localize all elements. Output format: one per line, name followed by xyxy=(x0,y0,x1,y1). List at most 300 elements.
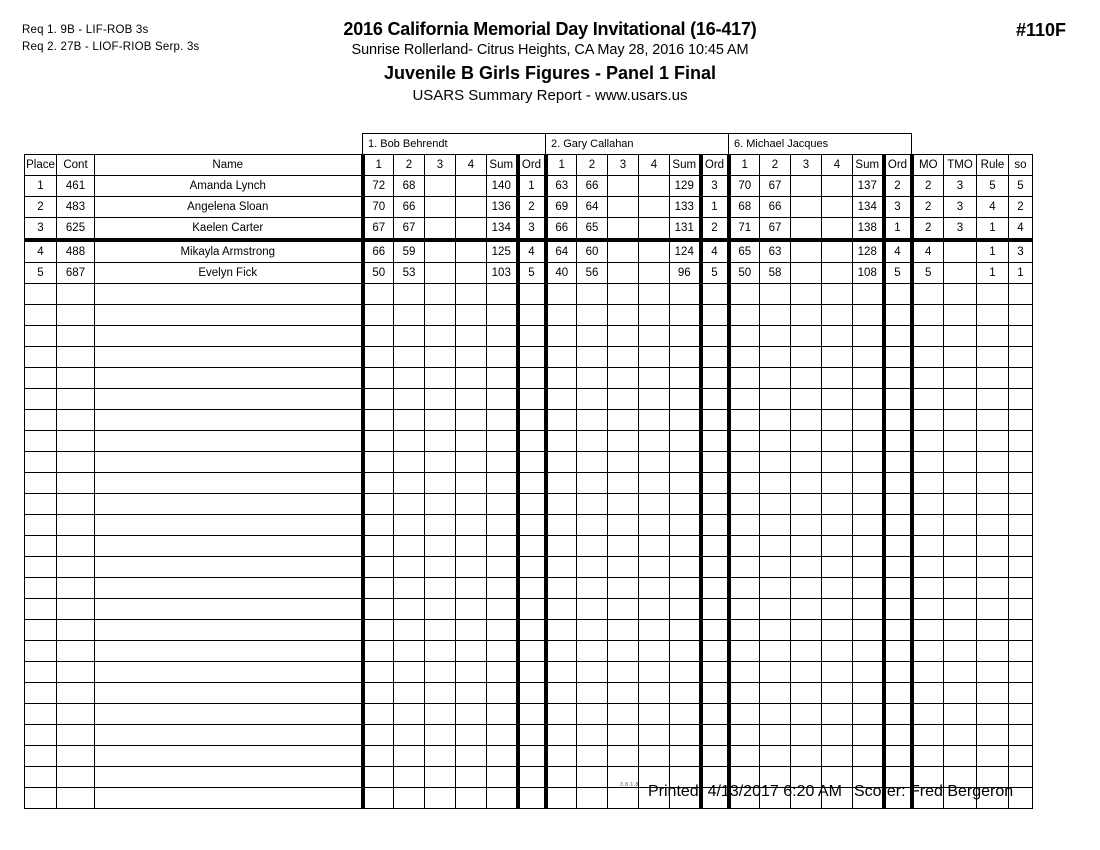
cell-rule xyxy=(977,410,1009,431)
col-header-j1-sum: Sum xyxy=(487,155,518,176)
cell-j2-f1 xyxy=(546,284,577,305)
cell-j2-f4 xyxy=(639,431,670,452)
cell-j1-f1 xyxy=(363,683,394,704)
cell-j1-ord xyxy=(518,284,546,305)
cell-j2-f4 xyxy=(639,176,670,197)
table-row-empty[interactable] xyxy=(25,473,1033,494)
cell-name xyxy=(95,368,363,389)
requirement-line-2: Req 2. 27B - LIOF-RIOB Serp. 3s xyxy=(22,41,200,53)
cell-j2-f1 xyxy=(546,641,577,662)
table-row-empty[interactable] xyxy=(25,284,1033,305)
cell-j3-sum xyxy=(853,494,884,515)
table-row-empty[interactable] xyxy=(25,536,1033,557)
cell-j1-f3 xyxy=(425,662,456,683)
cell-j1-f1 xyxy=(363,641,394,662)
cell-j1-f2 xyxy=(394,494,425,515)
cell-j2-f1 xyxy=(546,389,577,410)
cell-mo xyxy=(912,683,944,704)
cell-j2-f4 xyxy=(639,326,670,347)
cell-mo: 4 xyxy=(912,240,944,263)
cell-j2-f1 xyxy=(546,746,577,767)
table-row-empty[interactable] xyxy=(25,389,1033,410)
table-row[interactable] xyxy=(25,218,1033,241)
cell-place: 2 xyxy=(25,197,57,218)
cell-j2-f4 xyxy=(639,197,670,218)
cell-place xyxy=(25,641,57,662)
cell-j2-f2 xyxy=(577,347,608,368)
cell-j1-f3 xyxy=(425,305,456,326)
cell-j1-sum xyxy=(487,305,518,326)
table-row-empty[interactable] xyxy=(25,452,1033,473)
cell-j3-sum: 108 xyxy=(853,263,884,284)
cell-name xyxy=(95,410,363,431)
cell-j1-sum xyxy=(487,536,518,557)
cell-j2-f1 xyxy=(546,767,577,788)
cell-j2-f3 xyxy=(608,599,639,620)
cell-tmo: 3 xyxy=(944,176,977,197)
table-row-empty[interactable] xyxy=(25,620,1033,641)
cell-j1-sum xyxy=(487,746,518,767)
col-header-j3-figure-1: 1 xyxy=(729,155,760,176)
cell-j3-f1 xyxy=(729,704,760,725)
cell-cont xyxy=(57,620,95,641)
cell-j1-ord xyxy=(518,431,546,452)
cell-j2-sum xyxy=(670,557,701,578)
cell-j3-f2 xyxy=(760,578,791,599)
cell-j1-f4 xyxy=(456,641,487,662)
cell-j3-f1 xyxy=(729,347,760,368)
cell-j2-sum xyxy=(670,620,701,641)
cell-mo: 2 xyxy=(912,218,944,241)
table-row-empty[interactable] xyxy=(25,347,1033,368)
col-header-j2-sum: Sum xyxy=(670,155,701,176)
cell-j2-f4 xyxy=(639,473,670,494)
cell-cont: 625 xyxy=(57,218,95,241)
cell-j3-f2 xyxy=(760,389,791,410)
cell-j1-sum xyxy=(487,578,518,599)
cell-j2-f3 xyxy=(608,473,639,494)
cell-j3-f4 xyxy=(822,473,853,494)
cell-j3-f4 xyxy=(822,410,853,431)
table-row-empty[interactable] xyxy=(25,515,1033,536)
cell-j2-f2 xyxy=(577,599,608,620)
cell-j3-ord xyxy=(884,662,912,683)
cell-j2-f1: 69 xyxy=(546,197,577,218)
cell-j3-f1 xyxy=(729,725,760,746)
cell-mo xyxy=(912,746,944,767)
cell-rule xyxy=(977,725,1009,746)
table-row-empty[interactable] xyxy=(25,578,1033,599)
cell-j2-f4 xyxy=(639,641,670,662)
cell-j2-sum xyxy=(670,641,701,662)
cell-j3-f4 xyxy=(822,578,853,599)
table-row-empty[interactable] xyxy=(25,368,1033,389)
cell-cont: 461 xyxy=(57,176,95,197)
cell-j2-f1 xyxy=(546,305,577,326)
cell-j1-sum xyxy=(487,431,518,452)
cell-cont xyxy=(57,662,95,683)
cell-j3-f2 xyxy=(760,662,791,683)
cell-j3-f2 xyxy=(760,599,791,620)
cell-j2-f3 xyxy=(608,746,639,767)
cell-j3-f1 xyxy=(729,746,760,767)
col-header-j1-figure-1: 1 xyxy=(363,155,394,176)
cell-name xyxy=(95,746,363,767)
cell-j1-f1 xyxy=(363,662,394,683)
cell-j2-f4 xyxy=(639,218,670,241)
cell-j3-f1 xyxy=(729,368,760,389)
table-row[interactable] xyxy=(25,176,1033,197)
cell-j2-f2 xyxy=(577,473,608,494)
cell-j3-sum xyxy=(853,557,884,578)
cell-j1-f2 xyxy=(394,746,425,767)
cell-j1-f2 xyxy=(394,389,425,410)
cell-so xyxy=(1009,452,1033,473)
cell-mo xyxy=(912,473,944,494)
cell-j2-ord xyxy=(701,494,729,515)
cell-j2-ord xyxy=(701,284,729,305)
cell-j2-ord xyxy=(701,410,729,431)
cell-tmo xyxy=(944,305,977,326)
cell-j1-ord xyxy=(518,557,546,578)
cell-j1-f1 xyxy=(363,410,394,431)
cell-j2-sum xyxy=(670,683,701,704)
cell-place xyxy=(25,704,57,725)
cell-j3-f4 xyxy=(822,431,853,452)
cell-j2-f2 xyxy=(577,620,608,641)
cell-rule xyxy=(977,326,1009,347)
cell-so xyxy=(1009,641,1033,662)
cell-j2-f2 xyxy=(577,326,608,347)
cell-place xyxy=(25,725,57,746)
cell-so xyxy=(1009,662,1033,683)
cell-so xyxy=(1009,284,1033,305)
cell-cont xyxy=(57,452,95,473)
cell-j3-sum xyxy=(853,452,884,473)
cell-j3-f3 xyxy=(791,197,822,218)
cell-j2-f2 xyxy=(577,431,608,452)
cell-j3-f4 xyxy=(822,263,853,284)
cell-j2-f3 xyxy=(608,641,639,662)
cell-j3-f2 xyxy=(760,284,791,305)
cell-cont: 488 xyxy=(57,240,95,263)
cell-j1-f4 xyxy=(456,599,487,620)
cell-j2-sum xyxy=(670,326,701,347)
cell-rule xyxy=(977,704,1009,725)
cell-j2-ord xyxy=(701,431,729,452)
col-header-j3-sum: Sum xyxy=(853,155,884,176)
cell-tmo xyxy=(944,746,977,767)
table-row-empty[interactable] xyxy=(25,641,1033,662)
cell-j2-f2 xyxy=(577,641,608,662)
cell-j1-f2 xyxy=(394,431,425,452)
cell-j1-ord xyxy=(518,368,546,389)
cell-j3-f1 xyxy=(729,536,760,557)
cell-tmo xyxy=(944,662,977,683)
cell-j1-f1 xyxy=(363,494,394,515)
cell-j2-f1 xyxy=(546,725,577,746)
cell-tmo xyxy=(944,389,977,410)
cell-j2-ord: 5 xyxy=(701,263,729,284)
cell-j3-sum: 134 xyxy=(853,197,884,218)
cell-j2-f2: 60 xyxy=(577,240,608,263)
cell-j1-f3 xyxy=(425,620,456,641)
cell-j3-f2 xyxy=(760,683,791,704)
cell-j3-ord xyxy=(884,620,912,641)
cell-j3-f3 xyxy=(791,599,822,620)
cell-j1-f1 xyxy=(363,725,394,746)
cell-so xyxy=(1009,410,1033,431)
cell-j3-f1 xyxy=(729,578,760,599)
cell-j3-f3 xyxy=(791,305,822,326)
cell-j3-f4 xyxy=(822,176,853,197)
cell-rule xyxy=(977,473,1009,494)
cell-j1-f4 xyxy=(456,452,487,473)
cell-name xyxy=(95,641,363,662)
cell-j3-f3 xyxy=(791,368,822,389)
cell-j1-sum: 134 xyxy=(487,218,518,241)
cell-j1-sum xyxy=(487,683,518,704)
cell-j3-f1: 71 xyxy=(729,218,760,241)
col-header-j2-figure-2: 2 xyxy=(577,155,608,176)
cell-j2-f4 xyxy=(639,389,670,410)
cell-cont xyxy=(57,326,95,347)
cell-j2-ord xyxy=(701,326,729,347)
cell-j1-f3 xyxy=(425,284,456,305)
cell-j1-f1 xyxy=(363,452,394,473)
cell-cont xyxy=(57,473,95,494)
cell-j3-ord xyxy=(884,473,912,494)
table-row[interactable] xyxy=(25,263,1033,284)
cell-j3-f2 xyxy=(760,620,791,641)
cell-j2-sum: 129 xyxy=(670,176,701,197)
cell-j1-f1: 72 xyxy=(363,176,394,197)
table-row-empty[interactable] xyxy=(25,557,1033,578)
cell-so xyxy=(1009,515,1033,536)
cell-j1-ord: 4 xyxy=(518,240,546,263)
cell-j2-f4 xyxy=(639,452,670,473)
table-row-empty[interactable] xyxy=(25,704,1033,725)
cell-j1-ord xyxy=(518,767,546,788)
cell-j1-f4 xyxy=(456,263,487,284)
col-header-tmo: TMO xyxy=(944,155,977,176)
cell-place xyxy=(25,284,57,305)
cell-j1-ord xyxy=(518,305,546,326)
cell-j1-f4 xyxy=(456,410,487,431)
cell-j1-f1 xyxy=(363,704,394,725)
cell-mo xyxy=(912,662,944,683)
cell-j3-f1: 68 xyxy=(729,197,760,218)
cell-name xyxy=(95,788,363,809)
table-row-empty[interactable] xyxy=(25,494,1033,515)
cell-so xyxy=(1009,536,1033,557)
cell-j3-f1 xyxy=(729,452,760,473)
cell-j2-ord: 4 xyxy=(701,240,729,263)
cell-j3-f1: 65 xyxy=(729,240,760,263)
cell-j3-f2 xyxy=(760,410,791,431)
cell-j1-ord xyxy=(518,746,546,767)
cell-j3-f1 xyxy=(729,515,760,536)
cell-j1-ord xyxy=(518,494,546,515)
cell-j2-f1 xyxy=(546,788,577,809)
cell-j1-ord: 2 xyxy=(518,197,546,218)
band-spacer-right xyxy=(912,134,1033,155)
table-row-empty[interactable] xyxy=(25,746,1033,767)
table-row-empty[interactable] xyxy=(25,431,1033,452)
table-row-empty[interactable] xyxy=(25,662,1033,683)
table-row-empty[interactable] xyxy=(25,410,1033,431)
cell-j3-ord xyxy=(884,368,912,389)
cell-j3-f1 xyxy=(729,410,760,431)
cell-so xyxy=(1009,494,1033,515)
cell-j3-f4 xyxy=(822,515,853,536)
cell-j2-f1 xyxy=(546,494,577,515)
cell-j1-f4 xyxy=(456,788,487,809)
cell-j3-f2: 58 xyxy=(760,263,791,284)
cell-j1-f1 xyxy=(363,473,394,494)
cell-rule: 1 xyxy=(977,218,1009,241)
column-header-row xyxy=(25,155,1033,176)
judge-band-row xyxy=(25,134,1033,155)
cell-so xyxy=(1009,347,1033,368)
cell-j3-f3 xyxy=(791,326,822,347)
cell-place xyxy=(25,410,57,431)
cell-j1-f3 xyxy=(425,197,456,218)
cell-j3-ord xyxy=(884,431,912,452)
cell-j2-f1: 40 xyxy=(546,263,577,284)
cell-rule xyxy=(977,494,1009,515)
cell-j2-f1 xyxy=(546,515,577,536)
cell-j2-sum xyxy=(670,305,701,326)
cell-j2-ord xyxy=(701,683,729,704)
cell-tmo xyxy=(944,599,977,620)
cell-j3-f3 xyxy=(791,389,822,410)
cell-mo xyxy=(912,599,944,620)
cell-j1-f3 xyxy=(425,746,456,767)
cell-j1-f1 xyxy=(363,368,394,389)
cell-j2-ord xyxy=(701,347,729,368)
cell-j2-ord xyxy=(701,473,729,494)
cell-name xyxy=(95,347,363,368)
cell-j2-f2 xyxy=(577,746,608,767)
cell-j1-ord xyxy=(518,515,546,536)
cell-j3-f3 xyxy=(791,683,822,704)
cell-j2-ord: 1 xyxy=(701,197,729,218)
table-row-empty[interactable] xyxy=(25,326,1033,347)
cell-j2-f2: 65 xyxy=(577,218,608,241)
cell-tmo xyxy=(944,326,977,347)
cell-place xyxy=(25,494,57,515)
cell-name xyxy=(95,578,363,599)
cell-rule: 1 xyxy=(977,263,1009,284)
cell-j3-f2 xyxy=(760,704,791,725)
cell-j2-f3 xyxy=(608,536,639,557)
cell-j2-f3 xyxy=(608,662,639,683)
cell-j1-f2 xyxy=(394,557,425,578)
cell-j1-ord: 1 xyxy=(518,176,546,197)
cell-j1-f4 xyxy=(456,578,487,599)
cell-j3-ord xyxy=(884,641,912,662)
table-row[interactable] xyxy=(25,240,1033,263)
cell-j2-f4 xyxy=(639,683,670,704)
cell-name xyxy=(95,431,363,452)
cell-j1-f3 xyxy=(425,240,456,263)
cell-so xyxy=(1009,326,1033,347)
cell-j2-f3 xyxy=(608,431,639,452)
cell-j2-ord xyxy=(701,452,729,473)
table-row-empty[interactable] xyxy=(25,725,1033,746)
cell-cont xyxy=(57,578,95,599)
cell-j3-f2 xyxy=(760,557,791,578)
col-header-j2-figure-4: 4 xyxy=(639,155,670,176)
cell-cont xyxy=(57,557,95,578)
cell-so xyxy=(1009,725,1033,746)
cell-tmo xyxy=(944,347,977,368)
cell-cont xyxy=(57,515,95,536)
cell-j3-sum xyxy=(853,620,884,641)
cell-j3-f2 xyxy=(760,473,791,494)
requirement-line-1: Req 1. 9B - LIF-ROB 3s xyxy=(22,24,149,36)
table-row-empty[interactable] xyxy=(25,683,1033,704)
cell-so: 2 xyxy=(1009,197,1033,218)
cell-j1-ord xyxy=(518,620,546,641)
cell-j1-ord xyxy=(518,725,546,746)
cell-tmo xyxy=(944,725,977,746)
cell-j2-f3 xyxy=(608,410,639,431)
cell-place xyxy=(25,452,57,473)
cell-rule xyxy=(977,599,1009,620)
col-header-j2-figure-1: 1 xyxy=(546,155,577,176)
cell-mo xyxy=(912,284,944,305)
cell-cont xyxy=(57,704,95,725)
cell-j2-sum xyxy=(670,599,701,620)
cell-j1-f3 xyxy=(425,473,456,494)
cell-j1-f3 xyxy=(425,704,456,725)
cell-j1-f2 xyxy=(394,767,425,788)
cell-mo xyxy=(912,704,944,725)
cell-j3-f3 xyxy=(791,452,822,473)
cell-j2-f2 xyxy=(577,494,608,515)
cell-mo xyxy=(912,536,944,557)
cell-name xyxy=(95,536,363,557)
cell-j2-sum xyxy=(670,725,701,746)
title-block xyxy=(0,18,1100,107)
cell-j2-sum: 133 xyxy=(670,197,701,218)
cell-j2-f1 xyxy=(546,704,577,725)
table-row-empty[interactable] xyxy=(25,599,1033,620)
cell-j3-f1: 70 xyxy=(729,176,760,197)
cell-cont xyxy=(57,725,95,746)
cell-j1-sum: 103 xyxy=(487,263,518,284)
cell-place: 3 xyxy=(25,218,57,241)
cell-j1-f3 xyxy=(425,494,456,515)
cell-j1-f4 xyxy=(456,662,487,683)
cell-j3-f2: 66 xyxy=(760,197,791,218)
cell-name: Amanda Lynch xyxy=(95,176,363,197)
cell-j3-f2 xyxy=(760,452,791,473)
cell-j3-f4 xyxy=(822,725,853,746)
table-row[interactable] xyxy=(25,197,1033,218)
cell-j2-f1 xyxy=(546,557,577,578)
cell-j2-f4 xyxy=(639,494,670,515)
cell-cont xyxy=(57,368,95,389)
cell-j3-sum xyxy=(853,746,884,767)
cell-j1-f4 xyxy=(456,746,487,767)
table-row-empty[interactable] xyxy=(25,305,1033,326)
cell-j2-f4 xyxy=(639,263,670,284)
cell-j1-f1: 66 xyxy=(363,240,394,263)
cell-name xyxy=(95,515,363,536)
